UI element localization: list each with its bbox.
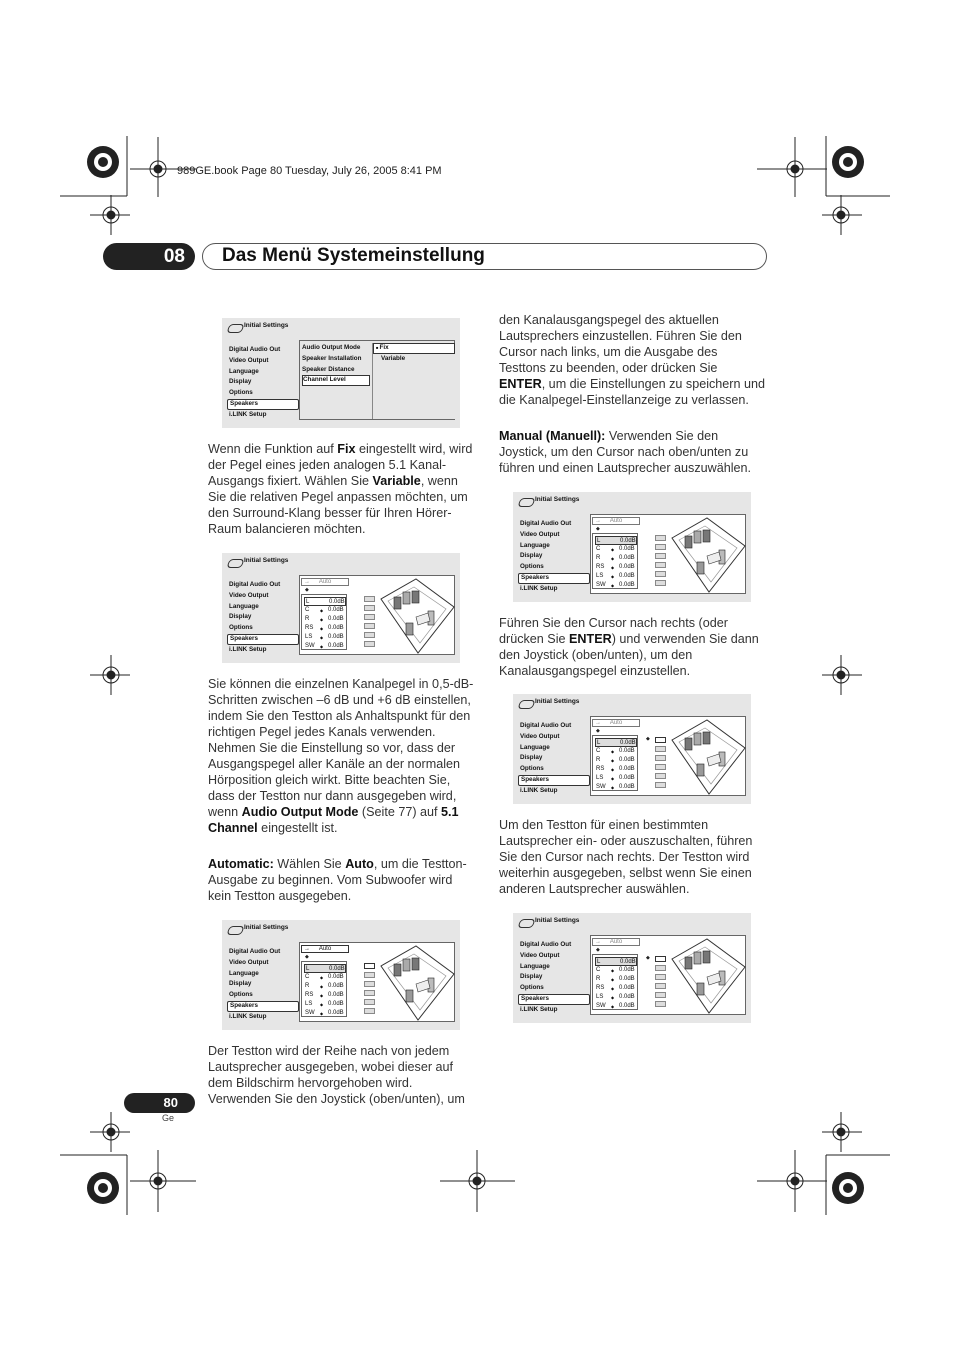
settings-menu — [227, 580, 299, 656]
channel-row[interactable] — [595, 765, 637, 774]
channel-level: 0.0dB — [620, 959, 636, 965]
channel-row[interactable] — [595, 563, 637, 572]
auto-label: Auto — [318, 579, 332, 585]
adjust-arrow-icon: ◆ — [611, 758, 615, 763]
menu-item[interactable]: Display — [520, 973, 543, 981]
channel-name: C — [305, 607, 310, 613]
channel-name: LS — [596, 994, 604, 1000]
submenu-item[interactable]: Channel Level — [302, 375, 370, 386]
book-info-line: 989GE.book Page 80 Tuesday, July 26, 2005 8:41 PM — [177, 165, 442, 177]
channel-level: 0.0dB — [619, 573, 635, 579]
speaker-arrow-icon: → — [595, 720, 601, 726]
chapter-number: 08 — [163, 246, 185, 267]
channel-level: 0.0dB — [620, 740, 636, 746]
left-paragraph-4: Der Testton wird der Reihe nach von jedem Lautsprecher ausgegeben, wobei dieser auf dem Bildschirm hervorgehoben wird. Verwenden Sie den Joystick (oben/unten), um — [208, 1044, 465, 1106]
channel-row[interactable] — [595, 984, 637, 993]
channel-name: L — [597, 538, 601, 544]
right-paragraph-1: den Kanalausgangspegel des aktuellen Lautsprechers einzustellen. Führen Sie den Cursor nach links, um die Ausgabe des Testtons zu beenden, oder drücken Sie ENTER, um die Einstellungen zu speichern und die Kanalpegel-Einstellanzeige zu verlassen. — [499, 313, 766, 407]
channel-row[interactable] — [304, 615, 346, 624]
room-diagram — [667, 516, 747, 594]
settings-menu — [227, 947, 299, 1023]
channel-panel — [299, 575, 455, 655]
room-diagram — [667, 937, 747, 1015]
channel-row[interactable] — [304, 642, 346, 651]
page-number: 80 — [163, 1095, 178, 1110]
menu-item[interactable]: i.LINK Setup — [229, 1012, 267, 1020]
adjust-arrow-icon: ◆ — [611, 565, 615, 570]
room-diagram — [667, 718, 747, 796]
adjust-arrow-icon: ◆ — [320, 975, 324, 980]
auto-bar[interactable] — [592, 517, 640, 525]
channel-level: 0.0dB — [328, 625, 344, 631]
channel-row[interactable] — [304, 982, 346, 991]
adjust-arrow-icon: ◆ — [611, 547, 615, 552]
menu-item[interactable]: Digital Audio Out — [520, 941, 572, 948]
channel-row[interactable] — [595, 774, 637, 783]
channel-list — [301, 594, 347, 650]
tone-slot[interactable] — [655, 544, 666, 550]
tone-slot[interactable] — [655, 974, 666, 980]
tone-slot[interactable] — [655, 571, 666, 577]
channel-name: L — [597, 959, 601, 965]
submenu — [302, 343, 370, 386]
left-paragraph-3: Automatic: Wählen Sie Auto, um die Testton-Ausgabe zu beginnen. Vom Subwoofer wird kein Testton ausgegeben. — [208, 857, 467, 903]
option-label: Variable — [381, 354, 406, 362]
tone-slot[interactable] — [364, 1008, 375, 1014]
channel-name: L — [597, 740, 601, 746]
left-paragraph-2: Sie können die einzelnen Kanalpegel in 0,5-dB-Schritten zwischen –6 dB und +6 dB einstellen, indem Sie den Testton als Anhaltspunkt für den richtigen Pegel jedes Kanals verwenden. Nehmen Sie die Einstellung so vor, dass der Ausgangspegel aller Kanäle an der normalen Hörposition gleich wirkt. Bitte beachten Sie, dass der Testton nur dann ausgegeben wird, wenn Audio Output Mode (Seite 77) auf 5.1 Channel eingestellt ist. — [208, 677, 474, 835]
menu-item[interactable]: Display — [520, 552, 543, 560]
channel-name: R — [305, 616, 310, 622]
tone-slot[interactable] — [655, 737, 666, 743]
channel-level: 0.0dB — [328, 634, 344, 640]
adjust-arrow-icon: ◆ — [320, 984, 324, 989]
adjust-arrow-icon: ◆ — [320, 993, 324, 998]
channel-level: 0.0dB — [328, 607, 344, 613]
channel-row[interactable] — [304, 597, 346, 606]
tone-slot[interactable] — [655, 562, 666, 568]
tone-slot[interactable] — [364, 614, 375, 620]
auto-label: Auto — [318, 946, 332, 952]
tone-slot[interactable] — [655, 983, 666, 989]
tone-slot[interactable] — [364, 963, 375, 969]
channel-level: 0.0dB — [619, 546, 635, 552]
auto-bar[interactable] — [301, 945, 349, 953]
channel-name: R — [305, 983, 310, 989]
screen-header — [222, 553, 460, 573]
screen-header — [513, 492, 751, 512]
menu-item[interactable]: Video Output — [229, 958, 269, 966]
menu-item[interactable]: Speakers — [227, 1001, 299, 1012]
menu-item[interactable]: Digital Audio Out — [520, 520, 572, 527]
room-diagram — [376, 577, 456, 655]
disc-icon — [226, 926, 244, 935]
channel-level: 0.0dB — [328, 974, 344, 980]
settings-menu — [518, 721, 590, 797]
channel-row[interactable] — [595, 957, 637, 966]
channel-row[interactable] — [595, 738, 637, 747]
channel-name: RS — [596, 985, 605, 991]
menu-item[interactable]: Options — [229, 991, 253, 999]
menu-item[interactable]: Display — [229, 613, 252, 621]
channel-panel — [299, 942, 455, 1022]
adjust-arrow-icon: ◆ — [320, 644, 324, 649]
channel-name: L — [306, 966, 310, 972]
menu-item[interactable]: Options — [520, 765, 544, 773]
adjust-arrow-icon: ◆ — [611, 583, 615, 588]
channel-panel — [590, 935, 746, 1015]
tone-slot[interactable] — [655, 535, 666, 541]
submenu-item[interactable]: Speaker Distance — [302, 365, 355, 373]
settings-menu — [227, 345, 299, 421]
speaker-icon: ◆ — [596, 526, 600, 532]
menu-item[interactable]: Language — [229, 602, 259, 610]
channel-name: R — [596, 555, 601, 561]
right-paragraph-4: Um den Testton für einen bestimmten Lautsprecher ein- oder auszuschalten, führen Sie den Cursor nach rechts. Der Testton wird weiterhin ausgegeben, selbst wenn Sie einen anderen Lautsprecher auswählen. — [499, 818, 753, 896]
menu-item[interactable]: Language — [229, 367, 259, 375]
channel-panel — [590, 716, 746, 796]
submenu-item[interactable]: Audio Output Mode — [302, 344, 361, 351]
auto-label: Auto — [609, 720, 623, 726]
channel-name: RS — [596, 766, 605, 772]
tone-slot[interactable] — [655, 965, 666, 971]
channel-level: 0.0dB — [619, 564, 635, 570]
channel-name: C — [596, 748, 601, 754]
menu-item[interactable]: Video Output — [520, 732, 560, 740]
channel-row[interactable] — [595, 545, 637, 554]
bullet-icon: ■ — [376, 345, 380, 350]
channel-row[interactable] — [304, 633, 346, 642]
channel-row[interactable] — [304, 624, 346, 633]
option-item[interactable] — [373, 343, 455, 354]
channel-level: 0.0dB — [619, 1003, 635, 1009]
screen-title: Initial Settings — [244, 557, 289, 564]
channel-level: 0.0dB — [619, 748, 635, 754]
adjust-arrow-icon: ◆ — [611, 776, 615, 781]
screen-header — [513, 913, 751, 933]
tone-slot[interactable] — [364, 596, 375, 602]
tone-slot[interactable] — [364, 632, 375, 638]
menu-item[interactable]: Speakers — [518, 994, 590, 1005]
menu-item[interactable]: i.LINK Setup — [520, 584, 558, 592]
tone-slot[interactable] — [655, 782, 666, 788]
chapter-title: Das Menü Systemeinstellung — [222, 245, 485, 266]
channel-list — [592, 735, 638, 791]
adjust-arrow-icon: ◆ — [320, 635, 324, 640]
channel-level: 0.0dB — [619, 994, 635, 1000]
settings-menu — [518, 940, 590, 1016]
tone-slot[interactable] — [655, 746, 666, 752]
adjust-arrow-icon: ◆ — [611, 968, 615, 973]
menu-item[interactable]: Video Output — [520, 530, 560, 538]
settings-screen — [513, 694, 751, 804]
channel-name: L — [306, 599, 310, 605]
menu-item[interactable]: Digital Audio Out — [520, 722, 572, 729]
channel-row[interactable] — [304, 964, 346, 973]
screen-title: Initial Settings — [535, 496, 580, 503]
auto-bar[interactable] — [301, 578, 349, 586]
right-paragraph-2: Manual (Manuell): Verwenden Sie den Joystick, um den Cursor nach oben/unten zu führen und einen Lautsprecher auszuwählen. — [499, 429, 752, 475]
channel-level: 0.0dB — [329, 599, 345, 605]
disc-icon — [517, 700, 535, 709]
channel-name: SW — [596, 1003, 606, 1009]
tone-slot[interactable] — [364, 641, 375, 647]
channel-name: C — [305, 974, 310, 980]
channel-level: 0.0dB — [328, 983, 344, 989]
screen-header — [513, 694, 751, 714]
channel-level: 0.0dB — [328, 992, 344, 998]
channel-level: 0.0dB — [619, 555, 635, 561]
channel-level: 0.0dB — [328, 616, 344, 622]
screen-title: Initial Settings — [244, 924, 289, 931]
speaker-icon: ◆ — [305, 954, 309, 960]
adjust-arrow-icon: ◆ — [611, 1004, 615, 1009]
disc-icon — [226, 559, 244, 568]
menu-item[interactable]: Language — [520, 541, 550, 549]
channel-level: 0.0dB — [328, 1010, 344, 1016]
adjust-arrow-icon: ◆ — [320, 617, 324, 622]
page-language: Ge — [162, 1113, 175, 1123]
tone-slot[interactable] — [364, 981, 375, 987]
channel-level: 0.0dB — [619, 757, 635, 763]
tone-slot[interactable] — [364, 605, 375, 611]
channel-name: R — [596, 757, 601, 763]
channel-row[interactable] — [595, 554, 637, 563]
speaker-icon: ◆ — [305, 587, 309, 593]
menu-item[interactable]: Language — [520, 743, 550, 751]
adjust-arrow-icon: ◆ — [611, 767, 615, 772]
channel-list — [592, 533, 638, 589]
submenu-panel — [299, 340, 455, 420]
channel-name: LS — [305, 1001, 313, 1007]
channel-row[interactable] — [304, 606, 346, 615]
speaker-arrow-icon: → — [304, 579, 310, 585]
left-paragraph-1: Wenn die Funktion auf Fix eingestellt wird, wird der Pegel eines jeden analogen 5.1 Kanal-Ausgangs fixiert. Wählen Sie Variable, wenn Sie die relativen Pegel anpassen möchten, um den Surround-Klang besser für Ihren Hörer-Raum balancieren möchten. — [208, 442, 473, 536]
speaker-arrow-icon: → — [595, 518, 601, 524]
auto-bar[interactable] — [592, 938, 640, 946]
adjust-arrow-icon: ◆ — [320, 608, 324, 613]
settings-screen — [222, 318, 460, 428]
settings-menu — [518, 519, 590, 595]
speaker-arrow-icon: → — [595, 939, 601, 945]
option-item[interactable] — [373, 354, 455, 365]
channel-row[interactable] — [304, 973, 346, 982]
auto-label: Auto — [609, 939, 623, 945]
speaker-arrow-icon: → — [304, 946, 310, 952]
channel-name: C — [596, 546, 601, 552]
channel-name: R — [596, 976, 601, 982]
channel-level: 0.0dB — [619, 582, 635, 588]
tone-slot[interactable] — [655, 755, 666, 761]
channel-row[interactable] — [595, 783, 637, 792]
tone-slot[interactable] — [655, 764, 666, 770]
adjust-arrow-icon: ◆ — [320, 1002, 324, 1007]
channel-name: LS — [305, 634, 313, 640]
menu-item[interactable]: Video Output — [229, 356, 269, 364]
channel-row[interactable] — [595, 536, 637, 545]
channel-name: SW — [596, 582, 606, 588]
screen-title: Initial Settings — [244, 322, 289, 329]
option-label: Fix — [379, 344, 389, 351]
channel-panel — [590, 514, 746, 594]
adjust-arrow-icon: ◆ — [611, 574, 615, 579]
tone-slot[interactable] — [655, 992, 666, 998]
channel-name: SW — [596, 784, 606, 790]
menu-item[interactable]: Digital Audio Out — [229, 346, 281, 353]
menu-item[interactable]: Options — [229, 624, 253, 632]
channel-level: 0.0dB — [619, 976, 635, 982]
tone-slot[interactable] — [364, 972, 375, 978]
screen-title: Initial Settings — [535, 698, 580, 705]
channel-name: LS — [596, 775, 604, 781]
adjust-arrow-icon: ◆ — [320, 1011, 324, 1016]
menu-item[interactable]: i.LINK Setup — [229, 645, 267, 653]
menu-item[interactable]: Speakers — [518, 775, 590, 786]
menu-item[interactable]: Options — [520, 563, 544, 571]
options-panel — [372, 343, 455, 419]
auto-label: Auto — [609, 518, 623, 524]
channel-row[interactable] — [595, 747, 637, 756]
adjust-arrow-icon: ◆ — [611, 749, 615, 754]
menu-item[interactable]: i.LINK Setup — [520, 1005, 558, 1013]
adjust-arrow-icon: ◆ — [611, 785, 615, 790]
channel-name: SW — [305, 643, 315, 649]
channel-row[interactable] — [595, 1002, 637, 1011]
channel-name: RS — [305, 992, 314, 998]
room-diagram — [376, 944, 456, 1022]
channel-level: 0.0dB — [619, 784, 635, 790]
auto-bar[interactable] — [592, 719, 640, 727]
screen-header — [222, 318, 460, 338]
screen-title: Initial Settings — [535, 917, 580, 924]
channel-name: SW — [305, 1010, 315, 1016]
adjust-arrow-icon: ◆ — [611, 995, 615, 1000]
channel-name: LS — [596, 573, 604, 579]
channel-level: 0.0dB — [619, 967, 635, 973]
speaker-icon: ◆ — [596, 728, 600, 734]
tone-slot[interactable] — [364, 999, 375, 1005]
menu-item[interactable]: Display — [520, 754, 543, 762]
channel-row[interactable] — [595, 572, 637, 581]
cursor-arrow-icon: ◆ — [646, 736, 650, 742]
channel-name: RS — [305, 625, 314, 631]
channel-row[interactable] — [304, 991, 346, 1000]
menu-item[interactable]: Display — [229, 980, 252, 988]
channel-row[interactable] — [595, 975, 637, 984]
adjust-arrow-icon: ◆ — [320, 626, 324, 631]
channel-level: 0.0dB — [328, 643, 344, 649]
menu-item[interactable]: Digital Audio Out — [229, 581, 281, 588]
adjust-arrow-icon: ◆ — [611, 986, 615, 991]
settings-screen — [222, 920, 460, 1030]
channel-list — [301, 961, 347, 1017]
right-paragraph-3: Führen Sie den Cursor nach rechts (oder drücken Sie ENTER) und verwenden Sie dann den Joystick (oben/unten), um den Kanalausgangspegel einzustellen. — [499, 616, 759, 678]
tone-slot[interactable] — [364, 990, 375, 996]
menu-item[interactable]: Language — [520, 962, 550, 970]
tone-slot[interactable] — [655, 553, 666, 559]
menu-item[interactable]: Video Output — [229, 591, 269, 599]
channel-list — [592, 954, 638, 1010]
settings-screen — [513, 492, 751, 602]
submenu-item[interactable]: Speaker Installation — [302, 354, 362, 362]
channel-row[interactable] — [595, 993, 637, 1002]
channel-row[interactable] — [595, 581, 637, 590]
channel-level: 0.0dB — [328, 1001, 344, 1007]
screen-header — [222, 920, 460, 940]
menu-item[interactable]: Speakers — [518, 573, 590, 584]
settings-screen — [222, 553, 460, 663]
menu-item[interactable]: Display — [229, 378, 252, 386]
cursor-arrow-icon: ◆ — [646, 955, 650, 961]
menu-item[interactable]: Options — [520, 984, 544, 992]
channel-row[interactable] — [304, 1009, 346, 1018]
channel-row[interactable] — [595, 966, 637, 975]
speaker-icon: ◆ — [596, 947, 600, 953]
disc-icon — [517, 919, 535, 928]
menu-item[interactable]: Language — [229, 969, 259, 977]
settings-screen — [513, 913, 751, 1023]
tone-slot[interactable] — [655, 580, 666, 586]
menu-item[interactable]: i.LINK Setup — [229, 410, 267, 418]
tone-slot[interactable] — [655, 773, 666, 779]
channel-name: RS — [596, 564, 605, 570]
channel-level: 0.0dB — [619, 775, 635, 781]
channel-row[interactable] — [304, 1000, 346, 1009]
menu-item[interactable]: Speakers — [227, 399, 299, 410]
disc-icon — [517, 498, 535, 507]
tone-slot[interactable] — [364, 623, 375, 629]
menu-item[interactable]: Speakers — [227, 634, 299, 645]
channel-level: 0.0dB — [619, 985, 635, 991]
menu-item[interactable]: Digital Audio Out — [229, 948, 281, 955]
channel-level: 0.0dB — [619, 766, 635, 772]
channel-level: 0.0dB — [329, 966, 345, 972]
channel-row[interactable] — [595, 756, 637, 765]
menu-item[interactable]: Video Output — [520, 951, 560, 959]
tone-slot[interactable] — [655, 1001, 666, 1007]
tone-slot[interactable] — [655, 956, 666, 962]
adjust-arrow-icon: ◆ — [611, 556, 615, 561]
channel-level: 0.0dB — [620, 538, 636, 544]
menu-item[interactable]: i.LINK Setup — [520, 786, 558, 794]
adjust-arrow-icon: ◆ — [611, 977, 615, 982]
disc-icon — [226, 324, 244, 333]
channel-name: C — [596, 967, 601, 973]
menu-item[interactable]: Options — [229, 389, 253, 397]
